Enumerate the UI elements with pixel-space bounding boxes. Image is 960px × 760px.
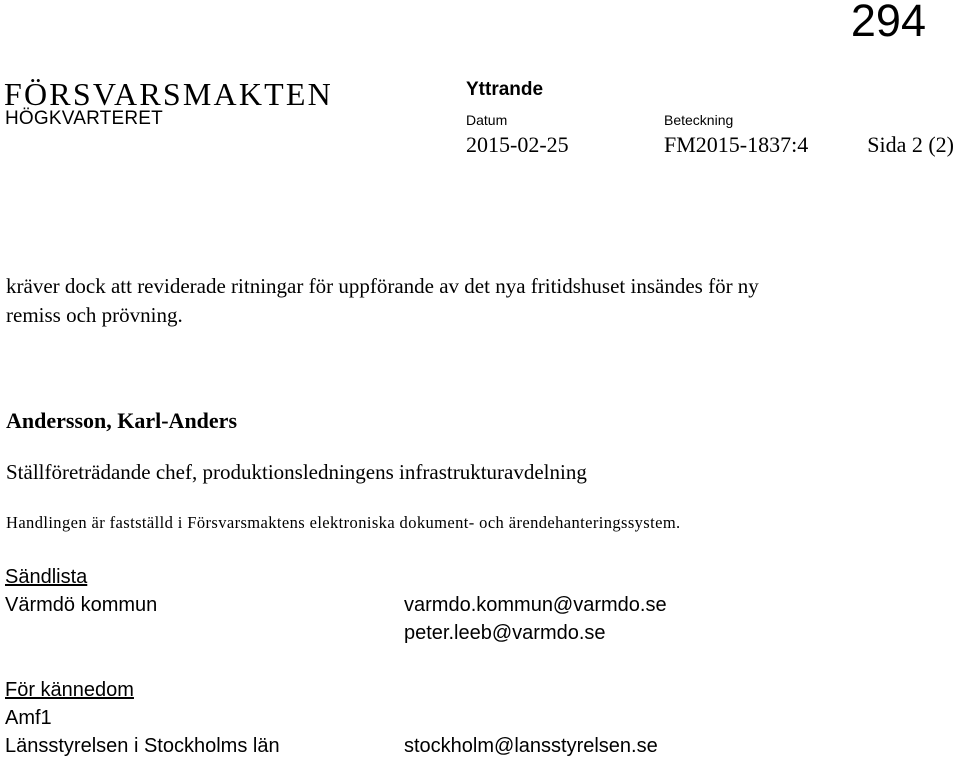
- distribution-heading: Sändlista: [5, 566, 88, 588]
- signer-name: Andersson, Karl-Anders: [6, 408, 238, 433]
- recipient-email: peter.leeb@varmdo.se: [404, 622, 606, 644]
- logo-subtitle: HÖGKVARTERET: [5, 108, 163, 129]
- document-type: Yttrande: [466, 79, 544, 100]
- reference-value: FM2015-1837:4: [664, 132, 809, 157]
- recipient-name: Amf1: [5, 707, 52, 729]
- paragraph-line: kräver dock att reviderade ritningar för uppförande av det nya fritidshuset insändes för ny: [6, 274, 759, 298]
- logo: FÖRSVARSMAKTEN: [4, 76, 333, 112]
- recipient-email: stockholm@lansstyrelsen.se: [404, 735, 658, 757]
- date-label: Datum: [466, 112, 508, 128]
- approval-note: Handlingen är fastställd i Försvarsmaktens elektroniska dokument- och ärendehanteringssystem.: [6, 513, 681, 532]
- recipient-email: varmdo.kommun@varmdo.se: [404, 594, 667, 616]
- signer-title: Ställföreträdande chef, produktionsledningens infrastrukturavdelning: [6, 460, 587, 484]
- recipient-name: Värmdö kommun: [5, 594, 158, 616]
- recipient-name: Länsstyrelsen i Stockholms län: [5, 735, 280, 757]
- date-value: 2015-02-25: [466, 132, 569, 157]
- page-number: 294: [850, 0, 926, 46]
- for-information-heading: För kännedom: [5, 679, 134, 701]
- page-indicator: Sida 2 (2): [867, 132, 954, 157]
- paragraph-line: remiss och prövning.: [6, 303, 183, 327]
- reference-label: Beteckning: [664, 112, 734, 128]
